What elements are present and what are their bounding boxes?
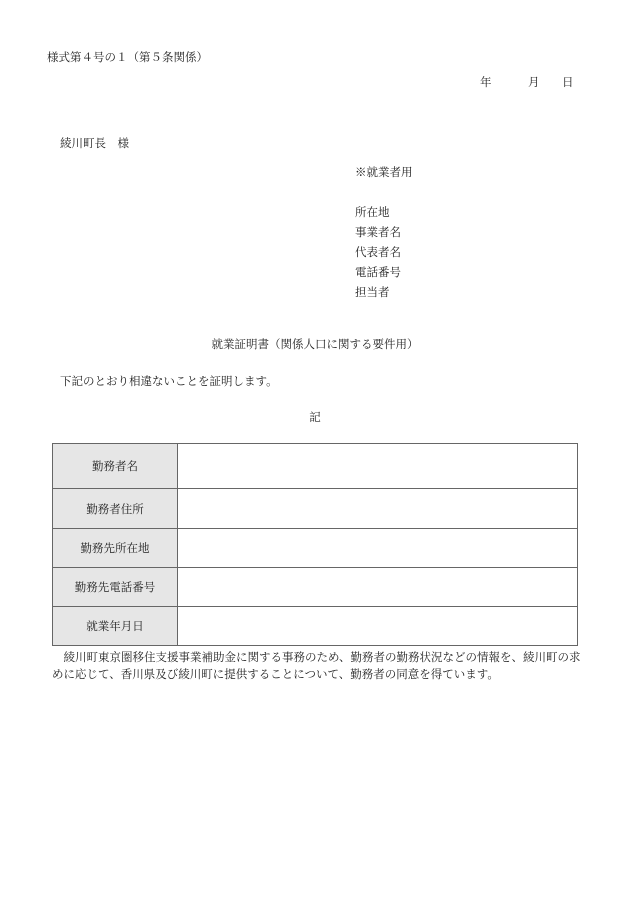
table-row <box>53 489 578 529</box>
applicant-field-representative: 代表者名 <box>355 245 401 259</box>
lead-text: 下記のとおり相違ないことを証明します。 <box>60 374 278 388</box>
date-month-label: 月 <box>528 75 540 89</box>
table-row <box>53 444 578 489</box>
consent-note: 綾川町東京圏移住支援事業補助金に関する事務のため、勤務者の勤務状況などの情報を、綾川町の求めに応じて、香川県及び綾川町に提供することについて、勤務者の同意を得ています。 <box>52 650 581 681</box>
table-row <box>53 529 578 568</box>
document-title: 就業証明書（関係人口に関する要件用） <box>211 337 419 351</box>
row-label-workplace-phone: 勤務先電話番号 <box>53 568 178 607</box>
row-value-worker-address[interactable] <box>178 489 578 529</box>
form-number: 様式第４号の１（第５条関係） <box>47 50 208 64</box>
applicant-field-business-name: 事業者名 <box>355 225 401 239</box>
row-value-worker-name[interactable] <box>178 444 578 489</box>
table-row <box>53 568 578 607</box>
addressee: 綾川町長 様 <box>60 136 129 150</box>
applicant-field-phone: 電話番号 <box>355 265 401 279</box>
row-label-workplace-address: 勤務先所在地 <box>53 529 178 568</box>
row-value-workplace-address[interactable] <box>178 529 578 568</box>
date-year-label: 年 <box>480 75 492 89</box>
row-value-employment-date[interactable] <box>178 607 578 646</box>
ki-heading: 記 <box>309 410 321 424</box>
applicant-field-contact-person: 担当者 <box>355 285 390 299</box>
row-label-employment-date: 就業年月日 <box>53 607 178 646</box>
date-day-label: 日 <box>562 75 574 89</box>
applicant-field-address: 所在地 <box>355 205 390 219</box>
row-label-worker-address: 勤務者住所 <box>53 489 178 529</box>
applicant-note: ※就業者用 <box>355 165 413 179</box>
row-value-workplace-phone[interactable] <box>178 568 578 607</box>
certificate-table <box>52 443 578 646</box>
row-label-worker-name: 勤務者名 <box>53 444 178 489</box>
table-row <box>53 607 578 646</box>
